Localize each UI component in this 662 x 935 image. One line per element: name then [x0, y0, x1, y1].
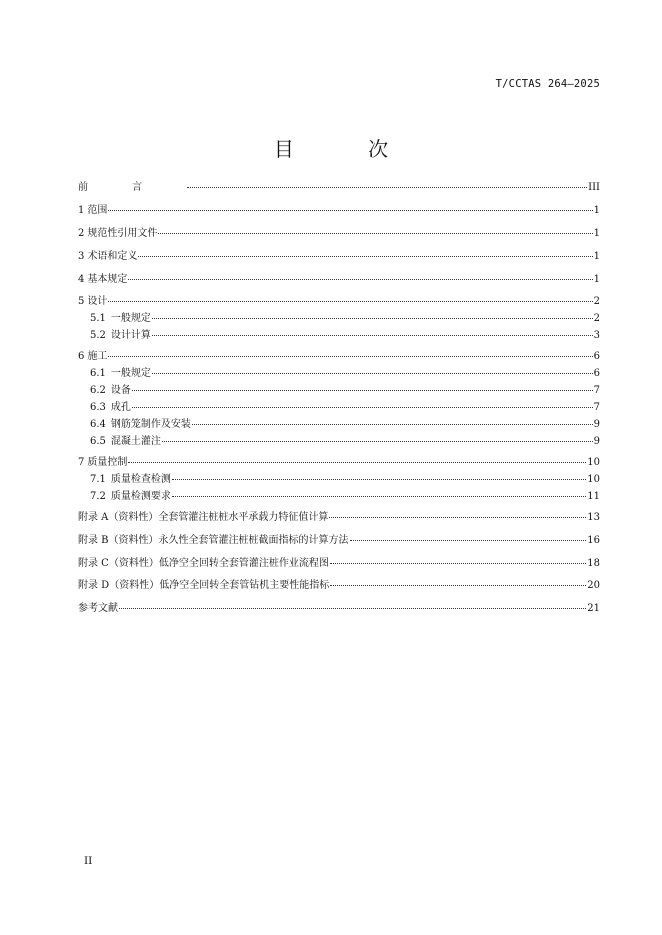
toc-entry[interactable] — [90, 402, 600, 414]
toc-entry-number: 7.1 — [90, 474, 106, 485]
toc-entry-label — [78, 535, 349, 547]
toc-entry-page: 10 — [587, 457, 600, 468]
toc-entry-page: 1 — [593, 251, 600, 262]
toc-entry[interactable] — [78, 535, 600, 547]
toc-entry-label — [78, 228, 157, 240]
toc-entry-label — [90, 330, 151, 342]
toc-leader-dots — [108, 210, 592, 211]
toc-entry-page: 18 — [587, 558, 600, 569]
toc-entry-label — [90, 419, 191, 431]
toc-entry-label — [90, 402, 131, 414]
toc-entry-number: 5 — [78, 296, 85, 307]
toc-entry-number: 1 — [78, 205, 85, 216]
toc-leader-dots — [192, 424, 593, 425]
toc-entry-label — [78, 182, 186, 194]
toc-leader-dots — [108, 356, 592, 357]
toc-entry-text: 附录 D（资料性）低净空全回转全套管钻机主要性能指标 — [78, 580, 330, 591]
toc-entry[interactable] — [78, 251, 600, 263]
toc-entry[interactable] — [78, 351, 600, 363]
toc-entry-label — [78, 580, 329, 592]
toc-entry-label — [90, 491, 171, 503]
toc-leader-dots — [158, 233, 592, 234]
toc-entry-page: 7 — [593, 402, 600, 413]
toc-entry-label — [90, 313, 151, 325]
toc-leader-dots — [138, 256, 592, 257]
toc-leader-dots — [330, 585, 586, 586]
toc-entry-text: 设备 — [110, 385, 131, 396]
toc-entry-text: 基本规定 — [87, 274, 128, 285]
toc-entry-page: 13 — [587, 512, 600, 523]
toc-entry-text: 混凝土灌注 — [110, 436, 161, 447]
toc-entry-label — [78, 603, 118, 615]
toc-entry[interactable] — [78, 512, 600, 524]
toc-entry-page: 6 — [593, 368, 600, 379]
toc-entry-text: 附录 A（资料性）全套管灌注桩桩水平承载力特征值计算 — [78, 512, 329, 523]
toc-entry[interactable] — [78, 228, 600, 240]
toc-entry-number: 3 — [78, 251, 85, 262]
toc-leader-dots — [187, 187, 587, 188]
toc-entry-label — [78, 251, 137, 263]
toc-entry-number: 5.1 — [90, 313, 106, 324]
toc-entry-text: 前言 — [78, 182, 186, 193]
toc-entry[interactable] — [78, 457, 600, 469]
toc-entry-page: 10 — [587, 474, 600, 485]
toc-leader-dots — [128, 279, 592, 280]
toc-entry[interactable] — [78, 296, 600, 308]
page-title: 目 次 — [273, 137, 423, 161]
toc-entry[interactable] — [78, 205, 600, 217]
toc-entry-label — [90, 385, 131, 397]
toc-entry-number: 6.2 — [90, 385, 106, 396]
toc-entry-page: 20 — [587, 580, 600, 591]
toc-entry-page: 2 — [593, 296, 600, 307]
toc-entry[interactable] — [78, 274, 600, 286]
toc-entry-text: 范围 — [87, 205, 108, 216]
toc-leader-dots — [108, 301, 592, 302]
toc-entry[interactable] — [90, 474, 600, 486]
toc-entry-text: 一般规定 — [110, 368, 151, 379]
toc-entry-text: 设计 — [87, 296, 108, 307]
toc-entry-text: 施工 — [87, 351, 108, 362]
toc-leader-dots — [132, 390, 593, 391]
toc-leader-dots — [329, 517, 586, 518]
toc-entry-text: 附录 C（资料性）低净空全回转全套管灌注桩作业流程图 — [78, 558, 329, 569]
toc-entry-number: 6 — [78, 351, 85, 362]
toc-entry[interactable] — [90, 436, 600, 448]
toc-entry[interactable] — [90, 330, 600, 342]
toc-entry-label — [90, 436, 161, 448]
toc-entry[interactable] — [78, 558, 600, 570]
toc-entry-page: 11 — [587, 491, 600, 502]
toc-leader-dots — [350, 540, 587, 541]
toc-entry-text: 质量控制 — [87, 457, 128, 468]
toc-entry-text: 设计计算 — [110, 330, 151, 341]
toc-entry-page: 9 — [593, 436, 600, 447]
toc-entry-label — [78, 274, 127, 286]
toc-leader-dots — [119, 608, 586, 609]
toc-entry-number: 6.3 — [90, 402, 106, 413]
toc-entry-label — [90, 474, 171, 486]
toc-leader-dots — [162, 441, 593, 442]
toc-entry-label — [78, 558, 329, 570]
toc-entry-page: 1 — [593, 228, 600, 239]
toc-entry-number: 4 — [78, 274, 85, 285]
toc-entry-text: 一般规定 — [110, 313, 151, 324]
toc-entry-text: 成孔 — [110, 402, 131, 413]
toc-entry[interactable] — [78, 603, 600, 615]
toc-entry-number: 6.4 — [90, 419, 106, 430]
toc-leader-dots — [172, 479, 586, 480]
toc-entry-page: 6 — [593, 351, 600, 362]
toc-entry-text: 规范性引用文件 — [87, 228, 158, 239]
toc-entry-page: 9 — [593, 419, 600, 430]
toc-entry-page: III — [588, 182, 600, 193]
toc-leader-dots — [330, 563, 586, 564]
toc-entry-text: 术语和定义 — [87, 251, 138, 262]
toc-leader-dots — [132, 407, 593, 408]
toc-leader-dots — [172, 496, 586, 497]
toc-entry-page: 1 — [593, 205, 600, 216]
toc-entry-number: 7 — [78, 457, 85, 468]
toc-entry-label — [78, 205, 107, 217]
toc-entry-page: 7 — [593, 385, 600, 396]
toc-entry-text: 钢筋笼制作及安装 — [110, 419, 191, 430]
toc-entry-page: 16 — [587, 535, 600, 546]
toc-entry[interactable] — [90, 385, 600, 397]
toc-entry-number: 7.2 — [90, 491, 106, 502]
toc-entry-number: 6.5 — [90, 436, 106, 447]
toc-leader-dots — [152, 335, 593, 336]
standard-code: T/CCTAS 264—2025 — [495, 78, 600, 90]
toc-entry-label — [78, 512, 328, 524]
toc-entry-label — [78, 351, 107, 363]
toc-entry[interactable] — [90, 313, 600, 325]
toc-leader-dots — [152, 318, 593, 319]
toc-entry-page: 21 — [587, 603, 600, 614]
toc-entry-number: 6.1 — [90, 368, 106, 379]
toc-entry[interactable] — [90, 368, 600, 380]
toc-entry-page: 1 — [593, 274, 600, 285]
toc-entry[interactable] — [90, 419, 600, 431]
toc-entry-number: 5.2 — [90, 330, 106, 341]
toc-entry-page: 2 — [593, 313, 600, 324]
toc-entry-number: 2 — [78, 228, 85, 239]
toc-entry[interactable] — [78, 580, 600, 592]
toc-entry-text: 质量检测要求 — [110, 491, 171, 502]
toc-entry[interactable] — [90, 491, 600, 503]
toc-entry-label — [78, 296, 107, 308]
toc-entry-text: 质量检查检测 — [110, 474, 171, 485]
page-number: II — [84, 855, 93, 867]
toc-entry[interactable] — [78, 182, 600, 194]
toc-leader-dots — [128, 462, 586, 463]
toc-leader-dots — [152, 373, 593, 374]
toc-entry-text: 参考文献 — [78, 603, 118, 614]
toc-entry-text: 附录 B（资料性）永久性全套管灌注桩桩截面指标的计算方法 — [78, 535, 349, 546]
toc-entry-label — [78, 457, 127, 469]
toc-entry-label — [90, 368, 151, 380]
toc-entry-page: 3 — [593, 330, 600, 341]
